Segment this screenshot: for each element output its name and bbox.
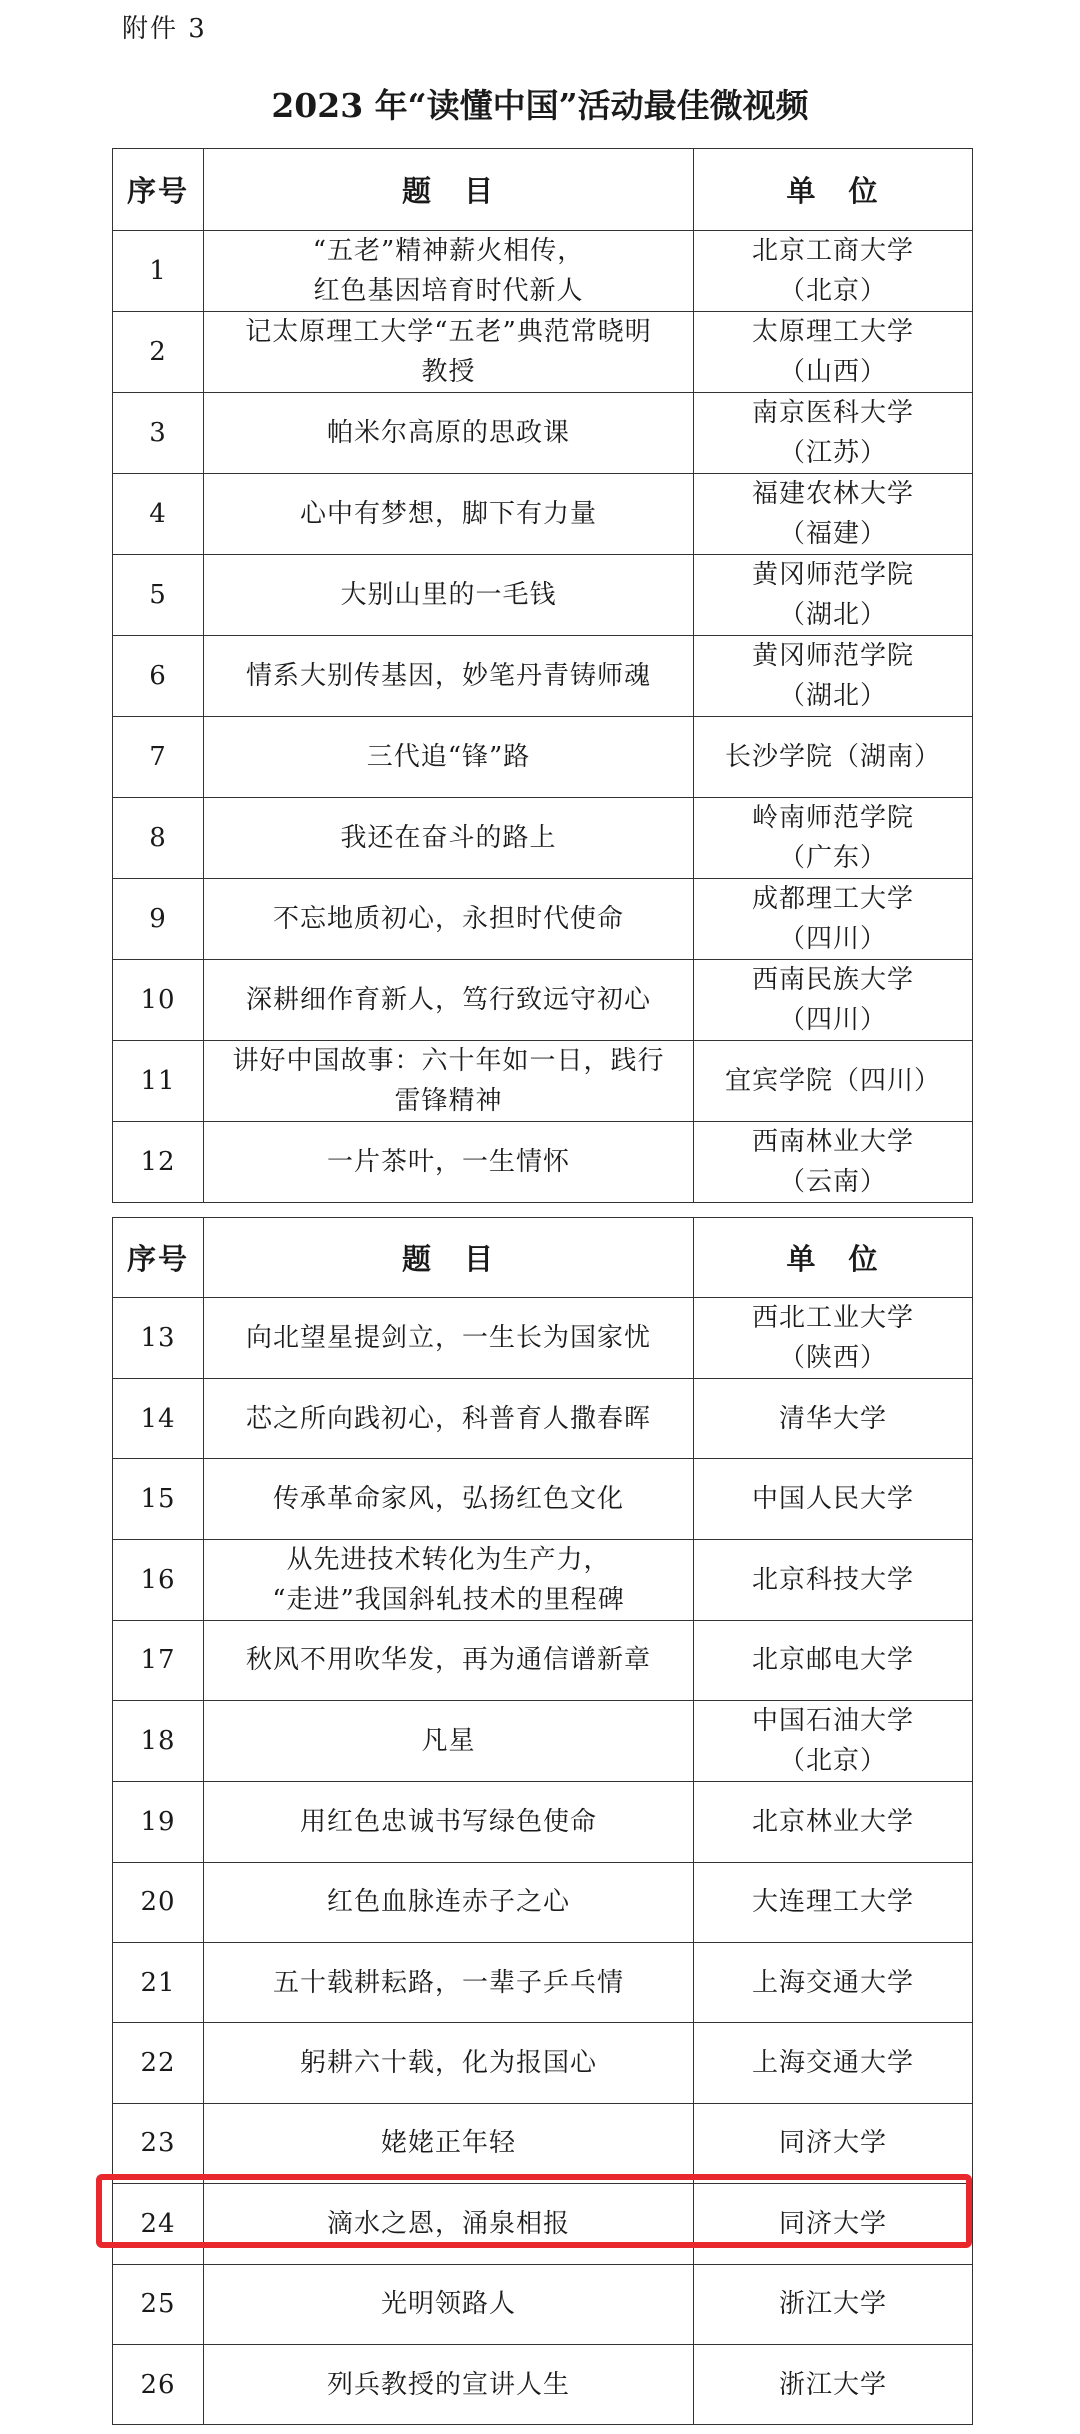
cell-unit-line-2: （广东） [778,842,887,873]
cell-unit-line-1: 黄冈师范学院 [751,560,914,590]
cell-unit [694,1701,973,1782]
cell-topic [204,1942,694,2022]
number-text: 26 [140,2369,176,2400]
header-unit: 单 位 [694,149,973,231]
cell-topic [204,636,694,717]
cell-topic-line-1: 大别山里的一毛钱 [340,580,557,610]
cell-topic [204,1121,694,1202]
highlight-box-row-24 [96,2174,972,2248]
table-row [113,1379,973,1459]
cell-topic-line-1: 不忘地质初心，永担时代使命 [272,903,624,934]
cell-topic [204,878,694,959]
cell-topic-line-2: 雷锋精神 [394,1085,503,1116]
cell-topic-line-1: 秋风不用吹华发，再为通信谱新章 [245,1645,651,1676]
cell-unit [694,636,973,717]
cell-topic [204,1862,694,1942]
cell-unit [694,1379,973,1459]
number-text: 20 [140,1887,176,1918]
number-text: 15 [140,1484,176,1515]
cell-topic-line-1: 红色血脉连赤子之心 [326,1887,570,1918]
cell-number [113,1459,204,1539]
cell-unit-line-1: 北京林业大学 [751,1806,914,1837]
table-row [113,878,973,959]
table-row [113,231,973,312]
cell-number [113,231,204,312]
number-text: 12 [140,1146,176,1177]
cell-topic-line-1: 芯之所向践初心，科普育人撒春晖 [245,1403,651,1434]
table-row [113,2344,973,2424]
number-text: 18 [140,1726,176,1757]
cell-topic [204,2344,694,2424]
number-text: 17 [140,1645,176,1676]
number-text: 21 [140,1967,176,1998]
cell-number [113,636,204,717]
table-row [113,312,973,393]
cell-topic-line-2: “走进”我国斜轧技术的里程碑 [272,1584,625,1615]
cell-unit-line-1: 北京科技大学 [751,1564,914,1595]
cell-unit [694,2344,973,2424]
cell-unit-line-2: （山西） [778,357,887,387]
cell-unit-line-2: （北京） [778,276,887,306]
cell-unit [694,2264,973,2344]
cell-topic [204,959,694,1040]
cell-topic [204,2023,694,2103]
cell-unit [694,1459,973,1539]
cell-unit [694,393,973,474]
table-row [113,959,973,1040]
cell-unit-line-1: 浙江大学 [778,2369,887,2400]
number-text: 8 [149,822,167,853]
cell-topic-line-1: 躬耕六十载，化为报国心 [299,2048,597,2079]
cell-unit-line-2: （湖北） [778,600,887,630]
cell-topic-line-1: 五十载耕耘路，一辈子乒乓情 [272,1967,624,1998]
attachment-label: 附件 3 [122,14,207,44]
cell-topic [204,393,694,474]
table-header-row [113,1218,973,1298]
table-row [113,555,973,636]
cell-unit-line-1: 成都理工大学 [751,883,914,914]
cell-unit-line-2: （云南） [778,1166,887,1197]
cell-topic-line-1: 列兵教授的宣讲人生 [326,2369,570,2400]
table-row [113,717,973,798]
cell-number [113,1701,204,1782]
number-text: 25 [140,2289,176,2320]
cell-unit [694,1862,973,1942]
cell-unit [694,797,973,878]
number-text: 16 [140,1564,176,1595]
cell-topic [204,797,694,878]
cell-topic [204,2103,694,2183]
number-text: 19 [140,1806,176,1837]
header-topic: 题 目 [204,149,694,231]
cell-unit-line-1: 南京医科大学 [751,398,914,428]
table-row [113,2264,973,2344]
cell-topic-line-1: 从先进技术转化为生产力， [286,1544,611,1575]
cell-number [113,1620,204,1700]
cell-unit-line-1: 北京工商大学 [751,236,914,266]
cell-topic-line-1: 光明领路人 [380,2289,516,2320]
awards-table-part-1 [112,148,973,1203]
cell-unit [694,231,973,312]
cell-topic-line-1: 滴水之恩，涌泉相报 [326,2208,570,2239]
cell-unit [694,1040,973,1121]
number-text: 3 [149,418,167,448]
header-unit: 单 位 [694,1218,973,1298]
number-text: 14 [140,1403,176,1434]
cell-topic-line-1: “五老”精神薪火相传， [312,236,585,266]
cell-topic [204,1782,694,1862]
cell-unit-line-1: 岭南师范学院 [751,802,914,833]
cell-unit-line-1: 西南民族大学 [751,964,914,995]
cell-topic-line-2: 教授 [421,357,476,387]
number-text: 5 [149,580,167,610]
cell-number [113,1539,204,1620]
cell-topic [204,1040,694,1121]
cell-topic [204,1459,694,1539]
cell-topic-line-1: 帕米尔高原的思政课 [326,418,570,448]
cell-unit [694,312,973,393]
cell-unit [694,878,973,959]
cell-topic [204,1701,694,1782]
cell-unit-line-1: 西北工业大学 [751,1303,914,1333]
cell-unit-line-1: 中国石油大学 [751,1706,914,1737]
cell-number [113,797,204,878]
cell-topic [204,1379,694,1459]
table-row [113,1782,973,1862]
cell-unit-line-1: 太原理工大学 [751,317,914,347]
cell-number [113,2023,204,2103]
cell-unit-line-1: 长沙学院（湖南） [724,741,941,772]
cell-topic-line-1: 传承革命家风，弘扬红色文化 [272,1484,624,1515]
cell-number [113,1298,204,1379]
number-text: 22 [140,2048,176,2079]
cell-unit [694,1620,973,1700]
cell-unit-line-1: 上海交通大学 [751,1967,914,1998]
cell-topic-line-1: 心中有梦想，脚下有力量 [299,499,597,529]
cell-topic-line-2: 红色基因培育时代新人 [313,276,584,306]
table-row [113,1862,973,1942]
cell-topic [204,2264,694,2344]
cell-unit [694,474,973,555]
table-row [113,1701,973,1782]
cell-topic-line-1: 情系大别传基因，妙笔丹青铸师魂 [245,661,651,691]
cell-number [113,2344,204,2424]
header-topic: 题 目 [204,1218,694,1298]
number-text: 6 [149,661,167,691]
cell-number [113,1040,204,1121]
cell-topic [204,1539,694,1620]
cell-topic-line-1: 三代追“锋”路 [366,741,531,772]
header-number: 序号 [113,1218,204,1298]
cell-unit-line-2: （四川） [778,1004,887,1035]
cell-topic [204,1620,694,1700]
cell-unit [694,717,973,798]
table-row [113,1121,973,1202]
cell-unit-line-2: （湖北） [778,681,887,711]
cell-unit-line-1: 上海交通大学 [751,2048,914,2079]
table-row [113,1620,973,1700]
cell-topic [204,312,694,393]
cell-topic-line-1: 向北望星提剑立，一生长为国家忧 [245,1323,651,1353]
number-text: 2 [149,337,167,367]
cell-number [113,1379,204,1459]
cell-unit [694,1942,973,2022]
table-row [113,1459,973,1539]
cell-unit [694,1121,973,1202]
cell-unit-line-2: （江苏） [778,438,887,468]
cell-unit-line-1: 福建农林大学 [751,479,914,509]
cell-unit [694,1298,973,1379]
cell-unit-line-2: （福建） [778,519,887,549]
cell-topic-line-1: 一片茶叶，一生情怀 [326,1146,570,1177]
cell-unit-line-1: 大连理工大学 [751,1887,914,1918]
cell-number [113,959,204,1040]
cell-number [113,2103,204,2183]
table-row [113,393,973,474]
table-row [113,797,973,878]
cell-number [113,1862,204,1942]
cell-topic-line-1: 凡星 [421,1726,476,1757]
number-text: 4 [149,499,167,529]
cell-unit-line-1: 浙江大学 [778,2289,887,2320]
cell-topic [204,1298,694,1379]
header-number: 序号 [113,149,204,231]
cell-unit-line-2: （陕西） [778,1343,887,1373]
cell-number [113,1782,204,1862]
table-row [113,1298,973,1379]
table-row [113,474,973,555]
cell-unit-line-2: （北京） [778,1746,887,1777]
cell-unit-line-1: 中国人民大学 [751,1484,914,1515]
cell-unit-line-2: （四川） [778,923,887,954]
table-row [113,1942,973,2022]
cell-unit [694,555,973,636]
cell-unit-line-1: 北京邮电大学 [751,1645,914,1676]
cell-unit [694,959,973,1040]
cell-unit-line-1: 同济大学 [778,2208,887,2239]
cell-unit [694,1539,973,1620]
cell-number [113,474,204,555]
table-row [113,636,973,717]
cell-unit-line-1: 宜宾学院（四川） [724,1065,941,1096]
number-text: 10 [140,984,176,1015]
cell-number [113,1121,204,1202]
table-row [113,1539,973,1620]
cell-topic [204,474,694,555]
document-title: 2023 年“读懂中国”活动最佳微视频 [271,86,809,125]
number-text: 7 [149,741,167,772]
cell-topic [204,231,694,312]
cell-topic-line-1: 我还在奋斗的路上 [340,822,557,853]
cell-number [113,878,204,959]
cell-unit [694,1782,973,1862]
cell-number [113,393,204,474]
table-row [113,2023,973,2103]
number-text: 23 [140,2128,176,2159]
table-row [113,1040,973,1121]
cell-topic-line-1: 讲好中国故事：六十年如一日，践行 [232,1045,665,1076]
number-text: 1 [149,256,167,286]
cell-number [113,1942,204,2022]
number-text: 11 [140,1065,176,1096]
cell-unit-line-1: 清华大学 [778,1403,887,1434]
cell-unit-line-1: 黄冈师范学院 [751,641,914,671]
number-text: 24 [140,2208,176,2239]
number-text: 13 [140,1323,176,1353]
cell-topic [204,555,694,636]
cell-unit [694,2023,973,2103]
cell-number [113,312,204,393]
cell-topic-line-1: 姥姥正年轻 [380,2128,516,2159]
table-header-row [113,149,973,231]
table-row [113,2103,973,2183]
cell-unit [694,2103,973,2183]
cell-number [113,555,204,636]
cell-unit-line-1: 西南林业大学 [751,1126,914,1157]
cell-unit-line-1: 同济大学 [778,2128,887,2159]
cell-topic [204,717,694,798]
cell-topic-line-1: 用红色忠诚书写绿色使命 [299,1806,597,1837]
cell-topic-line-1: 记太原理工大学“五老”典范常晓明 [245,317,652,347]
cell-number [113,2264,204,2344]
number-text: 9 [149,903,167,934]
cell-topic-line-1: 深耕细作育新人，笃行致远守初心 [245,984,651,1015]
cell-number [113,717,204,798]
